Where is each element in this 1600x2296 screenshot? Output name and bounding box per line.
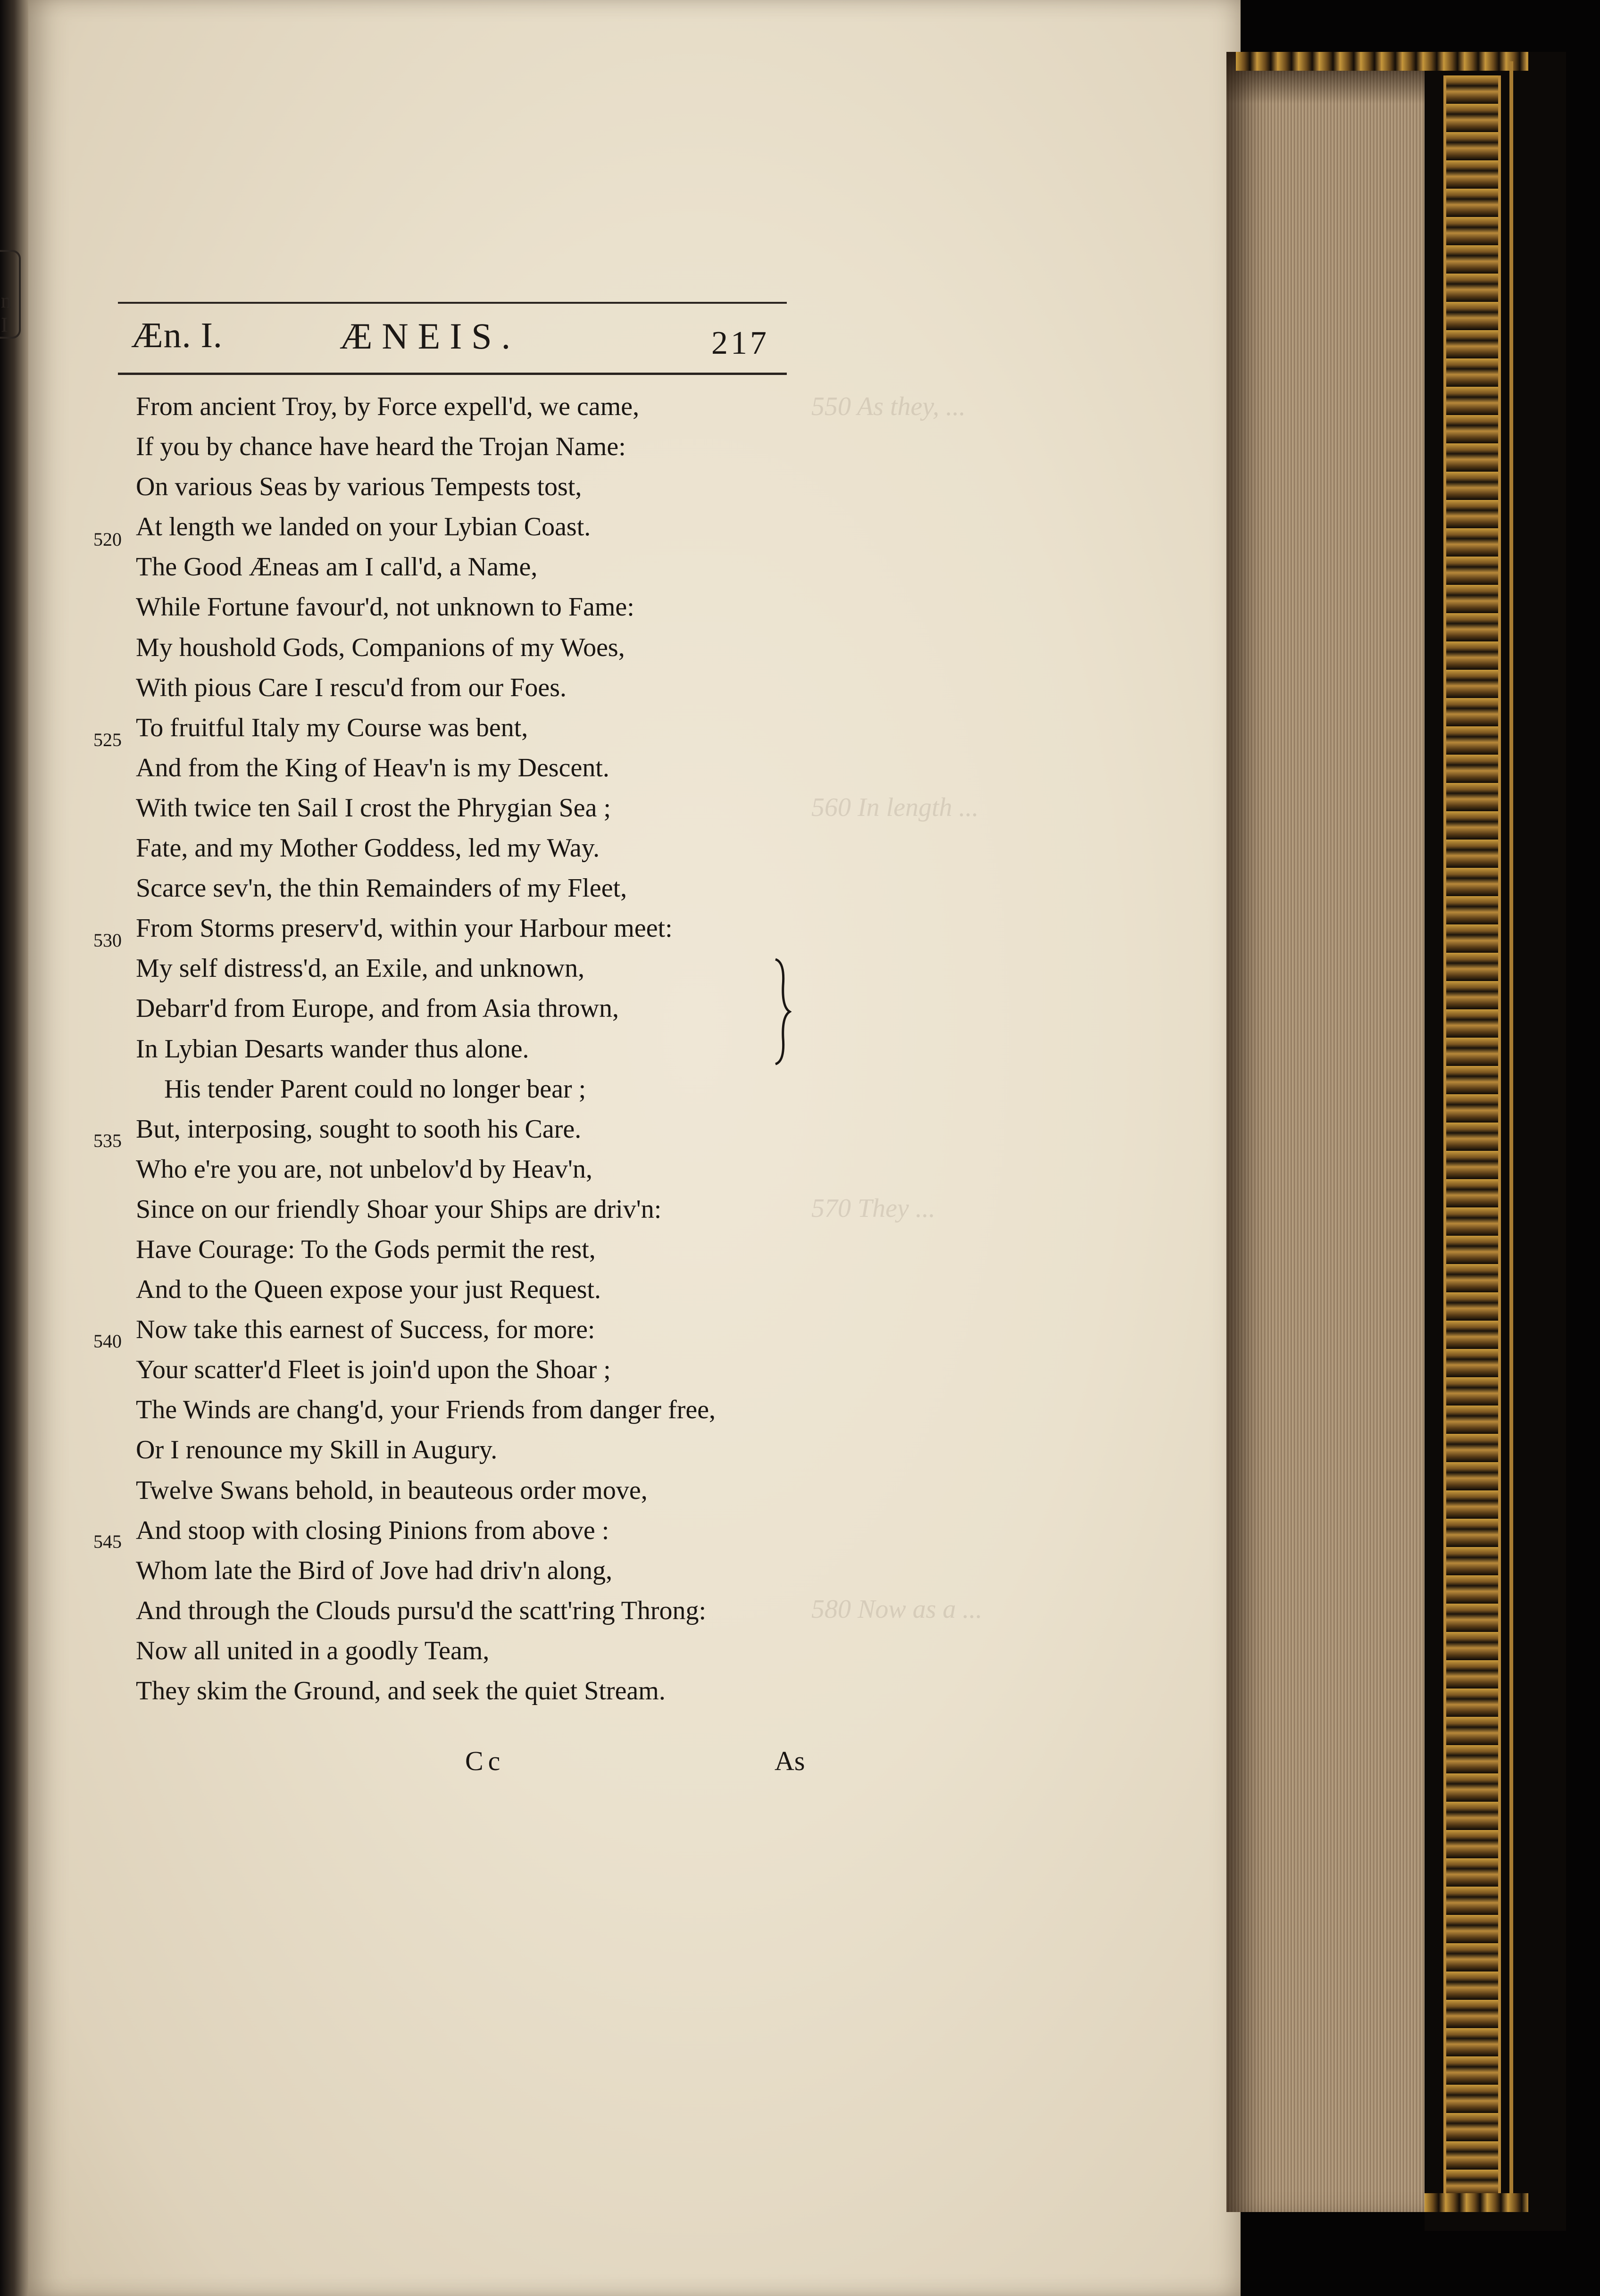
- verse-line: With twice ten Sail I crost the Phrygian Sea ;: [136, 793, 611, 823]
- verse-line: They skim the Ground, and seek the quiet Stream.: [136, 1676, 666, 1705]
- gilt-band-top: [1236, 52, 1528, 71]
- book-page: [28, 0, 1241, 2296]
- line-number: 525: [93, 729, 122, 750]
- verse-line: Have Courage: To the Gods permit the rest,: [136, 1234, 596, 1264]
- verse-line: The Good Æneas am I call'd, a Name,: [136, 552, 538, 582]
- facing-page-fragment-text: n I: [1, 289, 11, 336]
- verse-block: [136, 387, 716, 1711]
- verse-line: To fruitful Italy my Course was bent,: [136, 713, 528, 742]
- line-number: 540: [93, 1331, 122, 1352]
- line-number: 530: [93, 930, 122, 951]
- verse-line: Now all united in a goodly Team,: [136, 1636, 490, 1665]
- verse-line: In Lybian Desarts wander thus alone.: [136, 1034, 529, 1064]
- verse-line: And through the Clouds pursu'd the scatt'ring Throng:: [136, 1596, 707, 1625]
- verse-line: And from the King of Heav'n is my Descent.: [136, 753, 609, 782]
- verse-line: On various Seas by various Tempests tost,: [136, 472, 582, 502]
- verse-line: Your scatter'd Fleet is join'd upon the Shoar ;: [136, 1355, 611, 1385]
- show-through-text: 560 In length ...: [811, 793, 979, 822]
- line-number: 535: [93, 1130, 122, 1151]
- verse-line: Scarce sev'n, the thin Remainders of my Fleet,: [136, 873, 627, 903]
- verse-line: Twelve Swans behold, in beauteous order move,: [136, 1475, 648, 1505]
- verse-line: And to the Queen expose your just Request.: [136, 1275, 601, 1305]
- verse-line: His tender Parent could no longer bear ;: [164, 1074, 586, 1104]
- gilt-tooled-border: [1443, 75, 1501, 2207]
- running-title: ÆNEIS.: [340, 316, 520, 357]
- page-number: 217: [711, 325, 769, 361]
- verse-line: Fate, and my Mother Goddess, led my Way.: [136, 833, 600, 863]
- verse-line: But, interposing, sought to sooth his Care.: [136, 1114, 582, 1144]
- signature-mark: Cc: [465, 1746, 505, 1776]
- verse-line: At length we landed on your Lybian Coast.: [136, 512, 591, 542]
- gilt-band-bottom: [1425, 2193, 1528, 2212]
- line-number: 520: [93, 529, 122, 550]
- triplet-brace: [773, 957, 792, 1066]
- verse-line: With pious Care I rescu'd from our Foes.: [136, 673, 567, 702]
- header-rule-bottom: [118, 373, 787, 375]
- facing-page-fragment: [0, 250, 21, 339]
- gilt-fillet-line: [1509, 61, 1513, 2212]
- verse-line: Who e're you are, not unbelov'd by Heav'n,: [136, 1154, 592, 1184]
- show-through-text: 550 As they, ...: [811, 392, 966, 421]
- verse-line: Since on our friendly Shoar your Ships are driv'n:: [136, 1194, 662, 1224]
- verse-line: Debarr'd from Europe, and from Asia thrown,: [136, 994, 619, 1023]
- running-title-book: Æn. I.: [131, 316, 223, 355]
- verse-line: The Winds are chang'd, your Friends from danger free,: [136, 1395, 716, 1425]
- verse-line: If you by chance have heard the Trojan Name:: [136, 432, 626, 462]
- line-number: 545: [93, 1531, 122, 1552]
- verse-line: My houshold Gods, Companions of my Woes,: [136, 632, 625, 662]
- header-rule-top: [118, 302, 787, 304]
- verse-line: And stoop with closing Pinions from above :: [136, 1515, 609, 1545]
- verse-line: Now take this earnest of Success, for more:: [136, 1315, 595, 1345]
- verse-line: While Fortune favour'd, not unknown to Fame:: [136, 592, 634, 622]
- verse-line: Or I renounce my Skill in Augury.: [136, 1435, 498, 1465]
- show-through-text: 570 They ...: [811, 1194, 935, 1223]
- catchword: As: [775, 1746, 805, 1776]
- verse-line: From Storms preserv'd, within your Harbour meet:: [136, 914, 673, 943]
- show-through-text: 580 Now as a ...: [811, 1595, 983, 1624]
- verse-line: My self distress'd, an Exile, and unknown,: [136, 954, 585, 983]
- verse-line: Whom late the Bird of Jove had driv'n along,: [136, 1556, 613, 1585]
- text-block-fore-edge: [1226, 52, 1425, 2212]
- verse-line: From ancient Troy, by Force expell'd, we came,: [136, 392, 640, 421]
